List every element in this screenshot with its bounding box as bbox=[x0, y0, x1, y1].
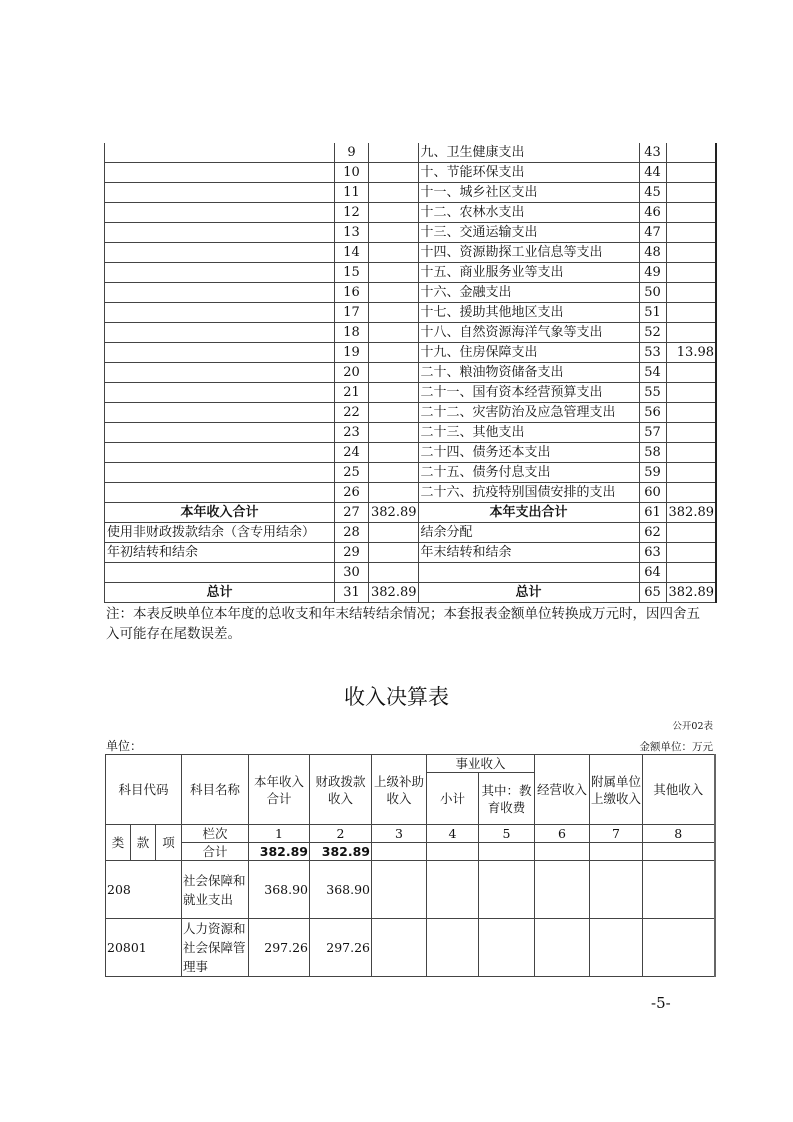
sum-value: 382.89 bbox=[249, 843, 310, 861]
left-label bbox=[105, 243, 335, 263]
income-expense-summary-table bbox=[104, 143, 717, 603]
right-value: 382.89 bbox=[666, 503, 716, 523]
form-number: 公开02表 bbox=[672, 721, 713, 732]
col-number: 7 bbox=[590, 825, 643, 843]
table-row bbox=[105, 483, 717, 503]
right-value bbox=[666, 383, 716, 403]
left-value bbox=[369, 563, 419, 583]
right-value bbox=[666, 563, 716, 583]
sum-value bbox=[427, 843, 479, 861]
left-label bbox=[105, 143, 335, 163]
table-note: 注：本表反映单位本年度的总收支和年末结转结余情况；本套报表金额单位转换成万元时，因四舍五入可能存在尾数误差。 bbox=[106, 606, 700, 642]
right-row-number: 58 bbox=[639, 443, 666, 463]
left-value: 382.89 bbox=[369, 583, 419, 603]
right-label: 十三、交通运输支出 bbox=[418, 223, 639, 243]
left-row-number: 19 bbox=[335, 343, 369, 363]
right-row-number: 47 bbox=[639, 223, 666, 243]
left-value bbox=[369, 143, 419, 163]
right-label: 二十六、抗疫特别国债安排的支出 bbox=[418, 483, 639, 503]
amount-cell bbox=[372, 919, 427, 977]
left-value bbox=[369, 183, 419, 203]
right-row-number: 46 bbox=[639, 203, 666, 223]
header-subtotal: 小计 bbox=[427, 773, 479, 825]
right-label: 二十三、其他支出 bbox=[418, 423, 639, 443]
right-label: 十六、金融支出 bbox=[418, 283, 639, 303]
table-row bbox=[105, 543, 717, 563]
right-value: 382.89 bbox=[666, 583, 716, 603]
left-row-number: 18 bbox=[335, 323, 369, 343]
right-row-number: 65 bbox=[639, 583, 666, 603]
subject-name: 社会保障和就业支出 bbox=[182, 861, 249, 919]
header-operating: 经营收入 bbox=[535, 755, 590, 825]
left-value bbox=[369, 403, 419, 423]
left-value bbox=[369, 423, 419, 443]
left-row-number: 27 bbox=[335, 503, 369, 523]
right-label bbox=[418, 563, 639, 583]
right-label: 二十二、灾害防治及应急管理支出 bbox=[418, 403, 639, 423]
right-label: 九、卫生健康支出 bbox=[418, 143, 639, 163]
right-row-number: 62 bbox=[639, 523, 666, 543]
table-row bbox=[105, 443, 717, 463]
left-label bbox=[105, 163, 335, 183]
table-row bbox=[105, 383, 717, 403]
table-row bbox=[105, 283, 717, 303]
left-row-number: 26 bbox=[335, 483, 369, 503]
table-row bbox=[105, 223, 717, 243]
amount-cell bbox=[590, 919, 643, 977]
right-row-number: 50 bbox=[639, 283, 666, 303]
right-label: 十四、资源勘探工业信息等支出 bbox=[418, 243, 639, 263]
right-label: 十七、援助其他地区支出 bbox=[418, 303, 639, 323]
right-value bbox=[666, 203, 716, 223]
right-row-number: 51 bbox=[639, 303, 666, 323]
right-label: 十一、城乡社区支出 bbox=[418, 183, 639, 203]
sum-value: 382.89 bbox=[310, 843, 372, 861]
amount-cell bbox=[535, 861, 590, 919]
left-row-number: 23 bbox=[335, 423, 369, 443]
right-row-number: 57 bbox=[639, 423, 666, 443]
left-label bbox=[105, 203, 335, 223]
right-row-number: 55 bbox=[639, 383, 666, 403]
left-value bbox=[369, 383, 419, 403]
left-row-number: 24 bbox=[335, 443, 369, 463]
right-label: 二十一、国有资本经营预算支出 bbox=[418, 383, 639, 403]
right-label: 二十五、债务付息支出 bbox=[418, 463, 639, 483]
table-row bbox=[105, 243, 717, 263]
amount-cell: 297.26 bbox=[249, 919, 310, 977]
income-statement-table bbox=[105, 754, 716, 977]
right-value bbox=[666, 263, 716, 283]
left-value bbox=[369, 203, 419, 223]
left-row-number: 15 bbox=[335, 263, 369, 283]
left-value bbox=[369, 223, 419, 243]
left-value bbox=[369, 163, 419, 183]
left-row-number: 25 bbox=[335, 463, 369, 483]
table-row bbox=[105, 263, 717, 283]
header-code: 科目代码 bbox=[106, 755, 182, 825]
left-value: 382.89 bbox=[369, 503, 419, 523]
right-value bbox=[666, 403, 716, 423]
right-value bbox=[666, 463, 716, 483]
right-value: 13.98 bbox=[666, 343, 716, 363]
left-value bbox=[369, 243, 419, 263]
col-number: 5 bbox=[479, 825, 535, 843]
header-name: 科目名称 bbox=[182, 755, 249, 825]
amount-cell bbox=[479, 919, 535, 977]
right-value bbox=[666, 283, 716, 303]
left-label bbox=[105, 403, 335, 423]
right-row-number: 54 bbox=[639, 363, 666, 383]
table-row bbox=[105, 163, 717, 183]
right-value bbox=[666, 423, 716, 443]
left-row-number: 10 bbox=[335, 163, 369, 183]
header-fiscal: 财政拨款收入 bbox=[310, 755, 372, 825]
left-row-number: 9 bbox=[335, 143, 369, 163]
header-xiang: 项 bbox=[156, 825, 182, 861]
right-value bbox=[666, 483, 716, 503]
left-row-number: 16 bbox=[335, 283, 369, 303]
left-value bbox=[369, 443, 419, 463]
right-row-number: 63 bbox=[639, 543, 666, 563]
amount-cell: 297.26 bbox=[310, 919, 372, 977]
right-row-number: 52 bbox=[639, 323, 666, 343]
right-row-number: 53 bbox=[639, 343, 666, 363]
right-value bbox=[666, 243, 716, 263]
left-label bbox=[105, 423, 335, 443]
left-label bbox=[105, 463, 335, 483]
right-value bbox=[666, 223, 716, 243]
unit-label: 单位： bbox=[106, 739, 143, 753]
right-value bbox=[666, 363, 716, 383]
amount-cell bbox=[372, 861, 427, 919]
left-label bbox=[105, 223, 335, 243]
left-label: 本年收入合计 bbox=[105, 503, 335, 523]
left-label bbox=[105, 283, 335, 303]
right-value bbox=[666, 523, 716, 543]
right-label: 结余分配 bbox=[418, 523, 639, 543]
header-business-group: 事业收入 bbox=[427, 755, 535, 773]
left-value bbox=[369, 543, 419, 563]
right-value bbox=[666, 143, 716, 163]
left-value bbox=[369, 283, 419, 303]
table-row bbox=[105, 303, 717, 323]
left-row-number: 22 bbox=[335, 403, 369, 423]
left-label bbox=[105, 183, 335, 203]
left-label bbox=[105, 383, 335, 403]
table-row bbox=[105, 363, 717, 383]
right-row-number: 60 bbox=[639, 483, 666, 503]
left-label bbox=[105, 563, 335, 583]
right-row-number: 56 bbox=[639, 403, 666, 423]
left-row-number: 31 bbox=[335, 583, 369, 603]
left-row-number: 20 bbox=[335, 363, 369, 383]
sum-value bbox=[372, 843, 427, 861]
left-value bbox=[369, 303, 419, 323]
right-label: 十五、商业服务业等支出 bbox=[418, 263, 639, 283]
right-row-number: 49 bbox=[639, 263, 666, 283]
left-label bbox=[105, 263, 335, 283]
sum-value bbox=[479, 843, 535, 861]
left-row-number: 21 bbox=[335, 383, 369, 403]
page-title: 收入决算表 bbox=[344, 685, 449, 709]
left-row-number: 13 bbox=[335, 223, 369, 243]
right-value bbox=[666, 303, 716, 323]
left-label bbox=[105, 443, 335, 463]
right-value bbox=[666, 183, 716, 203]
header-affiliated: 附属单位上缴收入 bbox=[590, 755, 643, 825]
table-row bbox=[106, 861, 715, 919]
left-value bbox=[369, 483, 419, 503]
table-row bbox=[105, 503, 717, 523]
amount-cell bbox=[535, 919, 590, 977]
table-row bbox=[105, 323, 717, 343]
right-value bbox=[666, 163, 716, 183]
amount-cell bbox=[479, 861, 535, 919]
table-row bbox=[105, 203, 717, 223]
table-row bbox=[105, 583, 717, 603]
sum-value bbox=[590, 843, 643, 861]
left-label bbox=[105, 303, 335, 323]
right-row-number: 44 bbox=[639, 163, 666, 183]
left-row-number: 12 bbox=[335, 203, 369, 223]
left-value bbox=[369, 343, 419, 363]
right-label: 二十、粮油物资储备支出 bbox=[418, 363, 639, 383]
table-row bbox=[106, 919, 715, 977]
left-row-number: 28 bbox=[335, 523, 369, 543]
page-number: -5- bbox=[651, 994, 671, 1012]
table-row bbox=[105, 463, 717, 483]
col-number: 6 bbox=[535, 825, 590, 843]
sum-value bbox=[643, 843, 715, 861]
table-row bbox=[105, 343, 717, 363]
col-number: 2 bbox=[310, 825, 372, 843]
left-label bbox=[105, 323, 335, 343]
right-label: 十二、农林水支出 bbox=[418, 203, 639, 223]
left-value bbox=[369, 263, 419, 283]
right-label: 本年支出合计 bbox=[418, 503, 639, 523]
amount-cell: 368.90 bbox=[310, 861, 372, 919]
left-label: 总计 bbox=[105, 583, 335, 603]
left-value bbox=[369, 463, 419, 483]
table-row bbox=[105, 423, 717, 443]
amount-cell bbox=[643, 861, 715, 919]
left-value bbox=[369, 323, 419, 343]
left-row-number: 29 bbox=[335, 543, 369, 563]
amount-cell bbox=[427, 919, 479, 977]
right-label: 十、节能环保支出 bbox=[418, 163, 639, 183]
col-number: 8 bbox=[643, 825, 715, 843]
amount-unit-label: 金额单位：万元 bbox=[639, 741, 713, 753]
header-kuan: 款 bbox=[131, 825, 156, 861]
right-label: 年末结转和结余 bbox=[418, 543, 639, 563]
right-label: 十八、自然资源海洋气象等支出 bbox=[418, 323, 639, 343]
col-number: 1 bbox=[249, 825, 310, 843]
table-row bbox=[105, 403, 717, 423]
right-label: 总计 bbox=[418, 583, 639, 603]
left-label: 使用非财政拨款结余（含专用结余） bbox=[105, 523, 335, 543]
header-lei: 类 bbox=[106, 825, 131, 861]
right-row-number: 64 bbox=[639, 563, 666, 583]
header-superior: 上级补助收入 bbox=[372, 755, 427, 825]
left-label: 年初结转和结余 bbox=[105, 543, 335, 563]
right-row-number: 45 bbox=[639, 183, 666, 203]
right-value bbox=[666, 543, 716, 563]
subject-name: 人力资源和社会保障管理事 bbox=[182, 919, 249, 977]
right-row-number: 61 bbox=[639, 503, 666, 523]
left-row-number: 17 bbox=[335, 303, 369, 323]
left-label bbox=[105, 343, 335, 363]
col-number: 3 bbox=[372, 825, 427, 843]
left-value bbox=[369, 363, 419, 383]
left-value bbox=[369, 523, 419, 543]
header-sum: 合计 bbox=[182, 843, 249, 861]
right-value bbox=[666, 443, 716, 463]
right-row-number: 43 bbox=[639, 143, 666, 163]
table-row bbox=[105, 563, 717, 583]
table-row bbox=[105, 183, 717, 203]
subject-code: 208 bbox=[106, 861, 182, 919]
table-row bbox=[105, 143, 717, 163]
right-label: 十九、住房保障支出 bbox=[418, 343, 639, 363]
right-label: 二十四、债务还本支出 bbox=[418, 443, 639, 463]
left-row-number: 11 bbox=[335, 183, 369, 203]
amount-cell bbox=[590, 861, 643, 919]
right-row-number: 48 bbox=[639, 243, 666, 263]
table-row bbox=[105, 523, 717, 543]
header-total: 本年收入合计 bbox=[249, 755, 310, 825]
header-col-index: 栏次 bbox=[182, 825, 249, 843]
left-label bbox=[105, 363, 335, 383]
right-row-number: 59 bbox=[639, 463, 666, 483]
amount-cell bbox=[427, 861, 479, 919]
subject-code: 20801 bbox=[106, 919, 182, 977]
left-row-number: 30 bbox=[335, 563, 369, 583]
header-other: 其他收入 bbox=[643, 755, 715, 825]
sum-value bbox=[535, 843, 590, 861]
left-row-number: 14 bbox=[335, 243, 369, 263]
amount-cell bbox=[643, 919, 715, 977]
col-number: 4 bbox=[427, 825, 479, 843]
amount-cell: 368.90 bbox=[249, 861, 310, 919]
right-value bbox=[666, 323, 716, 343]
header-edu-fee: 其中：教育收费 bbox=[479, 773, 535, 825]
left-label bbox=[105, 483, 335, 503]
